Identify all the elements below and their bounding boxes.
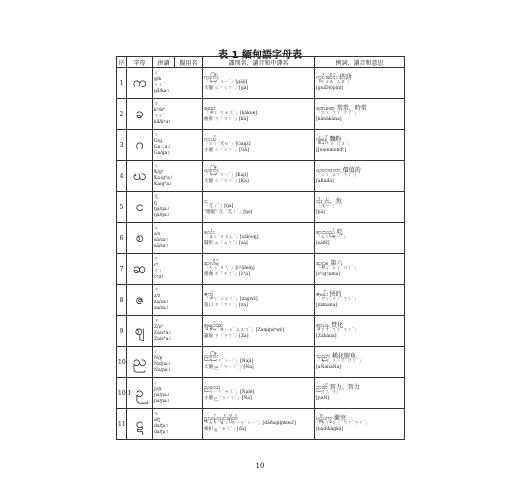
example-word: ဈာပန 焚化: [316, 321, 344, 329]
example-cell: [315, 254, 405, 285]
spelling-line: ㄘㄚˋ: [154, 269, 166, 274]
spelling-line: ŋ: [154, 201, 157, 206]
spelling-cell: [153, 409, 203, 440]
spelling-cell: [153, 316, 203, 347]
example-line: [sàðɛ̃]: [316, 240, 330, 246]
example-line: 「ㄗㄚˋㄇㄚˋㄋㄚˋ」: [316, 297, 359, 303]
spelling-line: ㄎ: [154, 102, 159, 107]
spelling-line: ㄏ: [154, 350, 159, 355]
identifier-line: 鋸齒 ㄗ「ㄗㄚˋ」[Za]: [204, 333, 249, 339]
example-cell: [315, 99, 405, 130]
spelling-line: ㄍ: [154, 164, 159, 169]
example-word: စားသည် 吃: [316, 228, 343, 236]
example-word: ဇမန်း 快的: [316, 290, 342, 298]
spelling-line: s/s: [154, 232, 161, 237]
table-row: [117, 378, 405, 409]
spelling-cell: [153, 130, 203, 161]
spelling-cell: [153, 254, 203, 285]
row-number: 2: [117, 99, 127, 130]
example-word: ပဋိပက္ခ 衝突: [316, 414, 346, 422]
spelling-line: Za/zʱa˩: [154, 337, 171, 342]
example-cell: [315, 161, 405, 192]
burmese-letter: ည: [127, 347, 153, 378]
identifier-line: 小個 ဉ「ㄋㄧㄚˋ」[Ña]: [204, 395, 252, 401]
spelling-line: ㄗ: [154, 288, 159, 293]
example-line: 「ㄙㄚˋㄉㄧˋ」: [316, 235, 348, 241]
spelling-line: cʰ: [154, 263, 159, 268]
identifier-name-cell: [203, 68, 315, 99]
row-number: 7: [117, 254, 127, 285]
example-cell: [315, 192, 405, 223]
burmese-letter: ဉ: [127, 378, 153, 409]
identifier-line: 「ㄎㄚˋㄐ一ˋ」[Kajì]: [204, 173, 248, 179]
table-row: [117, 130, 405, 161]
identifier-line: 「ㄉㄚˋㄊㄚˋㄌㄧㄣˋㄑㄧˋ」[dàðaŋlíɲʨeiʔ]: [204, 421, 296, 427]
spelling-cell: [153, 68, 203, 99]
spelling-line: gã/ka˥: [154, 89, 169, 94]
example-line: 「ㄋㄟˋㄋ」: [316, 390, 341, 396]
identifier-name-cell: [203, 161, 315, 192]
spelling-line: ㄫ: [154, 195, 159, 200]
spelling-line: ㄎㄚˋ: [154, 114, 166, 119]
identifier-line: "嗯拖" ㄫ「ㄫㄚˋ」[ŋa]: [204, 209, 253, 215]
row-number: 9: [117, 316, 127, 347]
example-cell: [315, 223, 405, 254]
table-row: [117, 409, 405, 440]
spelling-line: ㄍ: [154, 71, 159, 76]
row-number: 10.1: [117, 378, 127, 409]
example-line: 「ㄊㄚˋㄋㄧㄚˋㄇㄚˋ」: [316, 359, 364, 365]
example-line: [Jiounmondʰ]: [316, 147, 346, 153]
example-word: ခဏခဏ 常常、時常: [316, 104, 367, 112]
identifier-line: 「ㄍㄚˋㄫㄝˋ」[Gaŋɛ̀]: [204, 142, 251, 148]
identifier-script: ဈမျဉ်းဆွဲ: [204, 321, 224, 329]
spelling-line: ɲ/ɲ: [154, 387, 162, 392]
spelling-line: Ka˩gʱa˩: [154, 176, 172, 181]
spelling-line: Ga/ga˩: [154, 151, 170, 156]
identifier-script: ညလေး: [204, 383, 221, 391]
example-line: 「ㄘㄚˋㄊㄚˋㄇㄚˋ」: [316, 266, 359, 272]
spelling-cell: [153, 285, 203, 316]
example-line: 「ㄗㄚˋㄅㄚˋㄋㄚˋ」: [316, 328, 359, 334]
identifier-line: 大個 ㄍ「ㄍㄚˋ」[gà]: [204, 85, 249, 91]
spelling-line: ㄉ: [154, 412, 159, 417]
spelling-cell: [153, 378, 203, 409]
header-index: 序: [117, 57, 127, 68]
identifier-name-cell: [203, 99, 315, 130]
identifier-line: 「ㄎㄚˋㄎㄨㄟˋ」[kàkuè]: [204, 111, 258, 117]
spelling-line: da/ʈa˥: [154, 424, 168, 429]
table-row: [117, 254, 405, 285]
burmese-letter: ဃ: [127, 161, 153, 192]
spelling-cell: [153, 161, 203, 192]
identifier-line: 小個 ㄍ「ㄍㄚˋ」[Gà]: [204, 147, 249, 153]
spelling-line: Ñ/ɲ: [154, 356, 163, 361]
identifier-script: ဋသန်လျင်းချိတ်: [204, 414, 238, 422]
spelling-line: sã/sa˥: [154, 244, 168, 249]
burmese-letter: ဇ: [127, 285, 153, 316]
example-line: [cʰaʈʰama]: [316, 271, 341, 277]
row-number: 11: [117, 409, 127, 440]
burmese-letter: င: [127, 192, 153, 223]
example-line: [guìDlòpìni]: [316, 85, 344, 91]
identifier-script: ခခွေး: [204, 104, 216, 112]
spelling-cell: [153, 192, 203, 223]
identifier-line: 「ㄫㄚˋ」[ŋa]: [204, 204, 234, 210]
table-row: [117, 347, 405, 378]
example-cell: [315, 68, 405, 99]
spelling-line: kã/kʰa˥: [154, 120, 171, 125]
identifier-line: 捲曲 ㄘ「ㄘㄚˋ」[cʰà]: [204, 271, 250, 277]
spelling-line: Ña/ɲa˩: [154, 362, 170, 367]
burmese-letter: က: [127, 68, 153, 99]
burmese-letter: ခ: [127, 99, 153, 130]
identifier-name-cell: [203, 378, 315, 409]
example-cell: [315, 378, 405, 409]
example-word: ငါး 五、魚: [316, 197, 342, 205]
row-number: 3: [117, 130, 127, 161]
spelling-cell: [153, 223, 203, 254]
table-row: [117, 161, 405, 192]
identifier-line: 張口 ㄗ「ㄗㄚˋ」[za]: [204, 302, 248, 308]
example-word: ဂျုံမုန့် 麵粉: [316, 135, 342, 143]
row-number: 8: [117, 285, 127, 316]
example-line: 「ㄍㄚˋㄊㄚˋㄅㄚˋ」: [316, 173, 359, 179]
burmese-letter: ဂ: [127, 130, 153, 161]
spelling-line: Gaㄍa˩: [154, 145, 170, 150]
spelling-line: G/g: [154, 139, 162, 144]
identifier-line: 「ㄋㄧㄚˋㄌㄟˋ」[Ñalé]: [204, 390, 255, 396]
spelling-line: ㄏ: [154, 381, 159, 386]
header-identifier-name: 識別名、讀音和中譯名: [203, 57, 315, 68]
identifier-line: 「ㄋㄧㄚˋㄐ一ˋ」[Ñajì]: [204, 359, 253, 365]
header-letter: 字母: [127, 57, 153, 68]
identifier-line: 「ㄗㄚˋㄇㄧㄣˋㄙㄨㄟˋ」[Zamiɲsʰwɛ̀]: [204, 328, 285, 334]
burmese-letter: ဋ: [127, 409, 153, 440]
example-cell: [315, 409, 405, 440]
identifier-line: 「ㄍㄚˋㄐ一ˋ」[gàjì]: [204, 80, 248, 86]
identifier-line: 「ㄙㄚˋㄌㄡㄥˋ」[sàlòuŋ]: [204, 235, 259, 241]
example-cell: [315, 316, 405, 347]
identifier-script: ညကြီး: [204, 352, 219, 360]
example-line: [aKada]: [316, 178, 334, 184]
spelling-line: Ka/gʱa˩: [154, 182, 172, 187]
spelling-line: z/z: [154, 294, 161, 299]
identifier-line: 「ㄗㄚˋㄍㄨㄟˋ」[zagwɛ̀]: [204, 297, 258, 303]
header-proposed-name: 擬用名: [175, 57, 203, 68]
alphabet-table: [116, 56, 405, 440]
spelling-line: ɲa/ɲa˩: [154, 393, 169, 398]
spelling-line: ㄍㄚˋ: [154, 83, 166, 88]
table-row: [117, 68, 405, 99]
identifier-name-cell: [203, 223, 315, 254]
example-line: [kànàkàna]: [316, 116, 342, 122]
spelling-line: g/k: [154, 77, 162, 82]
spelling-line: ㄗ: [154, 319, 159, 324]
spelling-line: ŋa/ŋa˩: [154, 207, 169, 212]
table-row: [117, 192, 405, 223]
row-number: 1: [117, 68, 127, 99]
table-title: 表 1 緬甸語字母表: [218, 50, 302, 61]
identifier-name-cell: [203, 285, 315, 316]
spelling-line: ㄙ: [154, 226, 159, 231]
identifier-name-cell: [203, 409, 315, 440]
burmese-letter: ဆ: [127, 254, 153, 285]
spelling-line: kʰ/kʰ: [154, 108, 165, 113]
example-line: [bàdìbàgkà]: [316, 426, 344, 432]
identifier-script: ဂငယ်: [204, 135, 217, 143]
example-line: 「ㄍㄨㄥˋㄙㄞˋ」: [316, 80, 352, 86]
spelling-line: cʰa˥: [154, 275, 164, 280]
spelling-line: Z/zʱ: [154, 325, 163, 330]
identifier-line: 大個 ည「ㄋㄧㄚˋ」[Ña]: [204, 364, 254, 370]
identifier-name-cell: [203, 316, 315, 347]
header-spelling: 拼讀: [153, 57, 175, 68]
spelling-line: ŋa/ŋa˩: [154, 213, 169, 218]
spelling-line: ɲa/ɲa˩: [154, 399, 169, 404]
example-cell: [315, 285, 405, 316]
example-line: [aÑanaÑa]: [316, 364, 342, 370]
table-row: [117, 99, 405, 130]
identifier-line: 圓形 ㄙ「ㄙㄚˋ」[sà]: [204, 240, 248, 246]
spelling-line: za/za˩: [154, 300, 168, 305]
identifier-script: ဃကြီး: [204, 166, 219, 174]
identifier-name-cell: [203, 254, 315, 285]
spelling-cell: [153, 347, 203, 378]
identifier-script: ဆလိမ်: [204, 259, 219, 267]
example-line: 「ㄅㄚˋㄉㄧˋㄅㄚˋㄎㄚˋ」: [316, 421, 370, 427]
identifier-script: င: [204, 197, 208, 205]
example-cell: [315, 347, 405, 378]
identifier-script: ဇကွဲ: [204, 290, 214, 298]
spelling-line: Ña/ɲa˩: [154, 368, 170, 373]
spelling-line: ㄍ: [154, 133, 159, 138]
spelling-cell: [153, 99, 203, 130]
spelling-line: K/gʱ: [154, 170, 164, 175]
spelling-line: da/ʈa˥: [154, 430, 168, 435]
example-word: ဃာတာဘာ 價值的: [316, 166, 361, 174]
example-word: ဆဋ္ဌမ 第六: [316, 259, 343, 267]
identifier-name-cell: [203, 192, 315, 223]
spelling-line: d/ʈ: [154, 418, 161, 423]
identifier-name-cell: [203, 130, 315, 161]
spelling-line: za/za˩: [154, 306, 168, 311]
example-line: [ŋà]: [316, 209, 326, 215]
table-row: [117, 316, 405, 347]
identifier-line: 相扣 ဋ「ㄉㄚˋ」[dà]: [204, 426, 247, 432]
identifier-line: 「ㄘㄚˋㄌㄟˊ」[cʰàleiŋ]: [204, 266, 255, 272]
identifier-script: ကကြီး: [204, 73, 219, 81]
example-line: [zamana]: [316, 302, 338, 308]
burmese-letter: စ: [127, 223, 153, 254]
example-line: 「ㄐㄧㄡˋㄇㄡˋ」: [316, 142, 352, 148]
example-word: ကွင်းဆိုင်း 搭勁: [316, 73, 352, 81]
page-number: 10: [255, 462, 265, 470]
table-header-row: [117, 57, 405, 68]
identifier-line: 曲折 ㄎ「ㄎㄚˋ」[kà]: [204, 116, 249, 122]
identifier-name-cell: [203, 347, 315, 378]
example-word: သညာ 稀化腥魚: [316, 352, 356, 360]
row-number: 6: [117, 223, 127, 254]
example-cell: [315, 130, 405, 161]
table-row: [117, 223, 405, 254]
identifier-script: စလုံး: [204, 228, 215, 236]
burmese-letter: ဈ: [127, 316, 153, 347]
header-example: 例詞、讀音和意思: [315, 57, 405, 68]
row-number: 10: [117, 347, 127, 378]
example-word: ဉာဏ် 智力、智力: [316, 383, 360, 391]
example-line: 「ㄎㄚˋㄋㄚˋㄎㄚˋ」: [316, 111, 359, 117]
spelling-line: Za/zʱa˩: [154, 331, 171, 336]
example-line: [ɲaN]: [316, 395, 330, 401]
identifier-line: 大個 ㄍ「ㄎㄚˋ」[Ka]: [204, 178, 249, 184]
example-line: 「ㄫㄚˋ」: [316, 204, 337, 210]
row-number: 5: [117, 192, 127, 223]
row-number: 4: [117, 161, 127, 192]
spelling-line: sã/sa˥: [154, 238, 168, 243]
spelling-line: ㄘ: [154, 257, 159, 262]
table-row: [117, 285, 405, 316]
example-line: [Zabàna]: [316, 333, 337, 339]
